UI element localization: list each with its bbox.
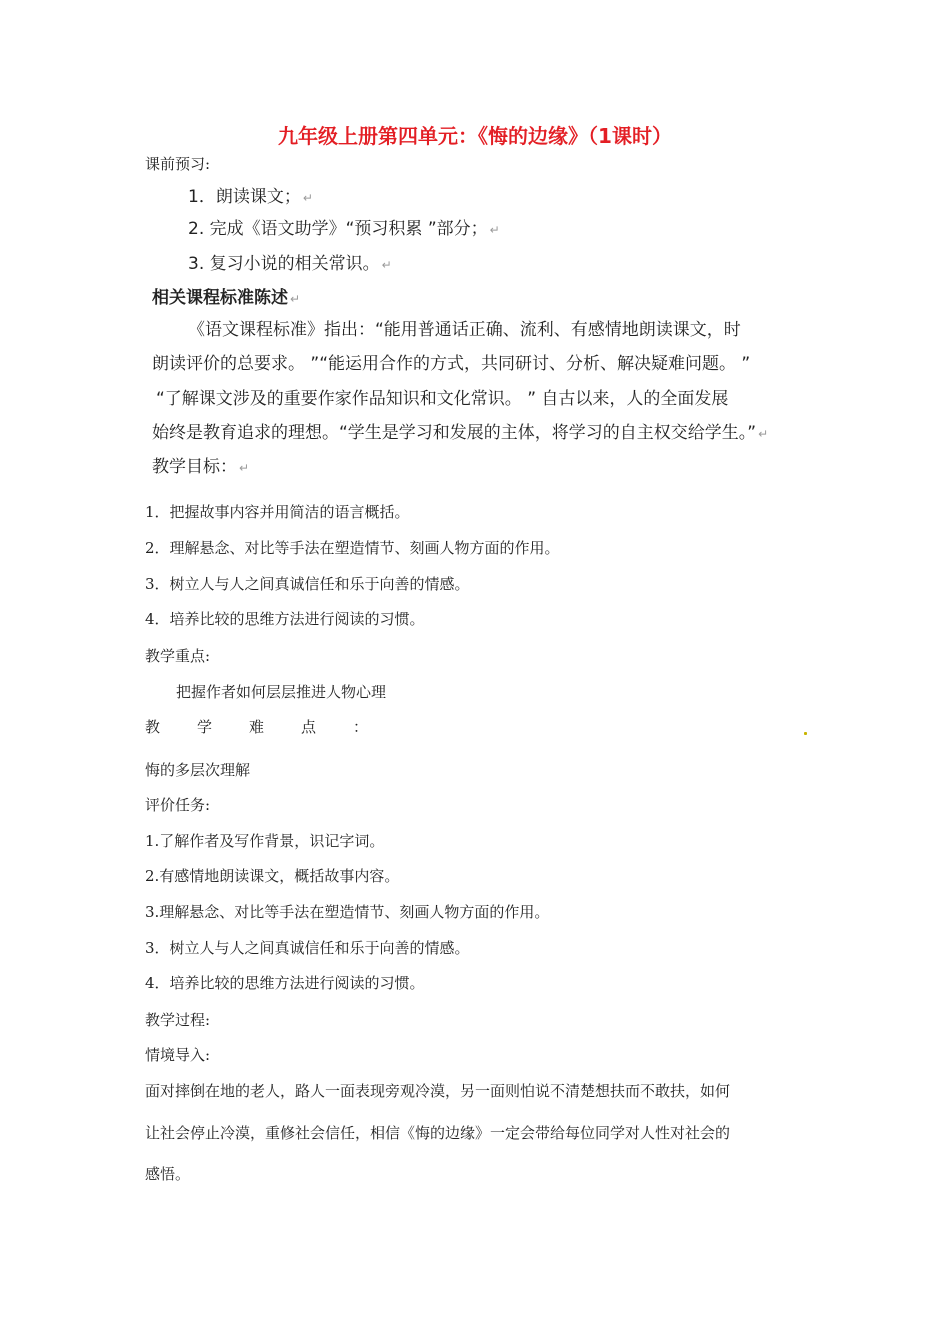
intro-paragraph-line: 面对摔倒在地的老人，路人一面表现旁观冷漠，另一面则怕说不清楚想扶而不敢扶，如何 [145, 1082, 731, 1100]
focus-text: 把握作者如何层层推进人物心理 [176, 683, 387, 701]
goals-heading: 教学目标： ↵ [152, 457, 250, 477]
goal-item: 2．理解悬念、对比等手法在塑造情节、刻画人物方面的作用。 [145, 539, 560, 557]
paragraph-mark: ↵ [381, 258, 392, 272]
evaluation-heading: 评价任务: [145, 796, 211, 814]
goal-item: 1．把握故事内容并用简洁的语言概括。 [145, 503, 410, 521]
standards-line: 《语文课程标准》指出：“能用普通话正确、流利、有感情地朗读课文，时 [188, 320, 741, 340]
difficulty-heading-char: ： [353, 718, 369, 736]
intro-paragraph-line: 让社会停止冷漠，重修社会信任，相信《悔的边缘》一定会带给每位同学对人性对社会的 [145, 1124, 731, 1142]
standards-line: 朗读评价的总要求。 ”“能运用合作的方式，共同研讨、分析、解决疑难问题。 ” [152, 354, 751, 374]
preview-item: 2. 完成《语文助学》“预习积累 ”部分； ↵ [188, 219, 500, 239]
evaluation-item: 1.了解作者及写作背景，识记字词。 [145, 832, 385, 850]
preview-heading: 课前预习: [145, 155, 211, 173]
evaluation-item: 2.有感情地朗读课文，概括故事内容。 [145, 867, 400, 885]
preview-item: 1．朗读课文； ↵ [188, 187, 313, 207]
standards-line: 始终是教育追求的理想。“学生是学习和发展的主体，将学习的自主权交给学生。” ↵ [152, 423, 769, 443]
paragraph-mark: ↵ [302, 191, 313, 205]
paragraph-mark: ↵ [239, 461, 250, 475]
goal-item: 4．培养比较的思维方法进行阅读的习惯。 [145, 610, 425, 628]
paragraph-mark: ↵ [758, 427, 769, 441]
difficulty-heading-char: 学 [197, 718, 213, 736]
standards-line: “了解课文涉及的重要作家作品知识和文化常识。 ” 自古以来，人的全面发展 [156, 389, 729, 409]
evaluation-item: 3．树立人与人之间真诚信任和乐于向善的情感。 [145, 939, 470, 957]
intro-heading: 情境导入: [145, 1046, 211, 1064]
evaluation-item: 3.理解悬念、对比等手法在塑造情节、刻画人物方面的作用。 [145, 903, 550, 921]
difficulty-text: 悔的多层次理解 [145, 761, 251, 779]
paragraph-mark: ↵ [489, 223, 500, 237]
focus-heading: 教学重点: [145, 647, 211, 665]
process-heading: 教学过程: [145, 1011, 211, 1029]
document-title: 九年级上册第四单元：《悔的边缘》（1课时） [278, 124, 672, 148]
standards-heading: 相关课程标准陈述 ↵ [152, 288, 301, 308]
preview-item: 3. 复习小说的相关常识。 ↵ [188, 254, 392, 274]
difficulty-heading-char: 点 [301, 718, 317, 736]
intro-paragraph-line: 感悟。 [145, 1165, 191, 1183]
stray-dot [804, 732, 807, 735]
goal-item: 3．树立人与人之间真诚信任和乐于向善的情感。 [145, 575, 470, 593]
paragraph-mark: ↵ [290, 292, 301, 306]
difficulty-heading-char: 教 [145, 718, 161, 736]
difficulty-heading-char: 难 [249, 718, 265, 736]
evaluation-item: 4．培养比较的思维方法进行阅读的习惯。 [145, 974, 425, 992]
